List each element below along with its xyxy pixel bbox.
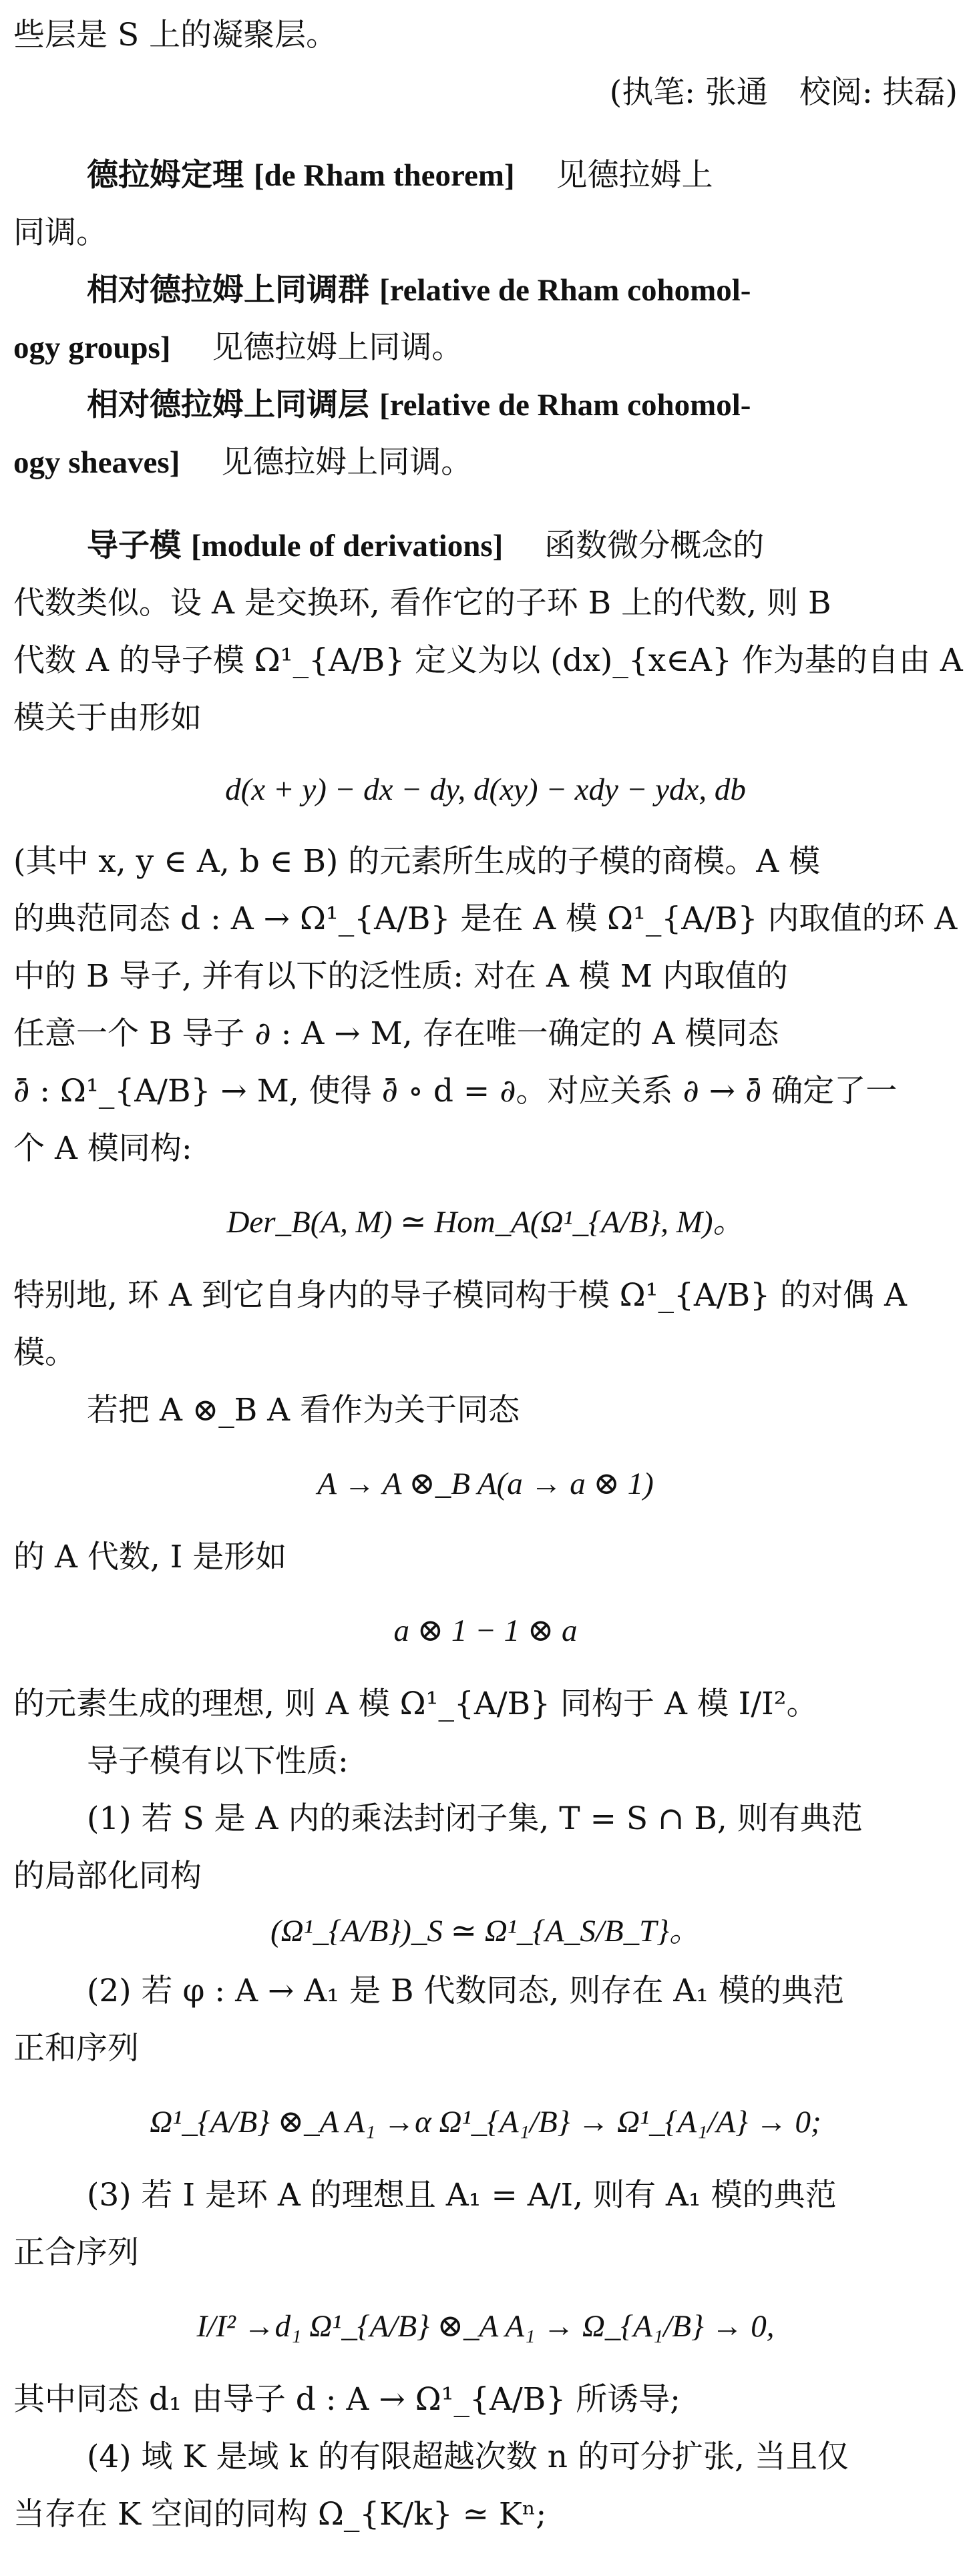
entry-text: 见德拉姆上 bbox=[524, 157, 713, 194]
text-line bbox=[13, 434, 958, 491]
text-line: 特别地, 环 A 到它自身内的导子模同构于模 Ω¹_{A/B} 的对偶 A bbox=[13, 1277, 907, 1314]
text-line: (4) 域 K 是域 k 的有限超越次数 n 的可分扩张, 当且仅 bbox=[87, 2438, 849, 2475]
text-line: (1) 若 S 是 A 内的乘法封闭子集, T = S ∩ B, 则有典范 bbox=[87, 1800, 863, 1837]
text-line: 模关于由形如 bbox=[13, 700, 202, 736]
text-line: 中的 B 导子, 并有以下的泛性质: 对在 A 模 M 内取值的 bbox=[13, 958, 788, 995]
entry-title: 德拉姆定理 bbox=[87, 157, 244, 194]
entry-relative-cohomology-sheaves bbox=[13, 376, 971, 434]
entry-text: 见德拉姆上同调。 bbox=[190, 444, 473, 481]
text-line: 模。 bbox=[13, 1334, 76, 1371]
entry-text: 见德拉姆上同调。 bbox=[180, 329, 463, 366]
formula: (Ω¹_{A/B})_S ≃ Ω¹_{A_S/B_T}。 bbox=[270, 1914, 701, 1949]
text-line: (2) 若 φ : A → A₁ 是 B 代数同态, 则存在 A₁ 模的典范 bbox=[87, 1973, 844, 2009]
author-credit: (执笔: 张通 校阅: 扶磊) bbox=[609, 74, 958, 111]
entry-english: [relative de Rham cohomol- bbox=[379, 273, 751, 308]
formula: A → A ⊗_B A(a → a ⊗ 1) bbox=[317, 1467, 654, 1501]
text-line: 的局部化同构 bbox=[13, 1858, 202, 1894]
text-line: 若把 A ⊗_B A 看作为关于同态 bbox=[87, 1392, 520, 1429]
text-line: 代数 A 的导子模 Ω¹_{A/B} 定义为以 (dx)_{x∈A} 作为基的自由 A bbox=[13, 642, 963, 679]
formula: d(x + y) − dx − dy, d(xy) − xdy − ydx, db bbox=[225, 772, 746, 807]
entry-relative-cohomology-groups bbox=[13, 262, 971, 319]
text-line: 正合序列 bbox=[13, 2234, 139, 2271]
text-line: 其中同态 d₁ 由导子 d : A → Ω¹_{A/B} 所诱导; bbox=[13, 2381, 681, 2418]
entry-english: [module of derivations] bbox=[190, 529, 504, 563]
text-line: 代数类似。设 A 是交换环, 看作它的子环 B 上的代数, 则 B bbox=[13, 585, 831, 621]
entry-english: [de Rham theorem] bbox=[253, 158, 515, 193]
text-line bbox=[13, 319, 958, 376]
entry-title: 相对德拉姆上同调层 bbox=[87, 387, 369, 423]
text-line: ∂̄ : Ω¹_{A/B} → M, 使得 ∂̄ ∘ d = ∂。对应关系 ∂ → ∂̄ 确定了一 bbox=[13, 1073, 898, 1109]
text-line: (3) 若 I 是环 A 的理想且 A₁ = A/I, 则有 A₁ 模的典范 bbox=[87, 2177, 837, 2214]
formula: a ⊗ 1 − 1 ⊗ a bbox=[393, 1613, 578, 1648]
entry-title: 导子模 bbox=[87, 527, 181, 564]
entry-module-of-derivations bbox=[13, 517, 971, 575]
text-line: 的元素生成的理想, 则 A 模 Ω¹_{A/B} 同构于 A 模 I/I²。 bbox=[13, 1686, 818, 1722]
entry-english: [relative de Rham cohomol- bbox=[379, 388, 751, 423]
entry-english: ogy groups] bbox=[13, 330, 171, 365]
text-line: 同调。 bbox=[13, 214, 108, 251]
text-line: (其中 x, y ∈ A, b ∈ B) 的元素所生成的子模的商模。A 模 bbox=[13, 843, 821, 880]
formula: I/I² →d₁ Ω¹_{A/B} ⊗_A A₁ → Ω_{A₁/B} → 0, bbox=[196, 2309, 775, 2344]
formula: Der_B(A, M) ≃ Hom_A(Ω¹_{A/B}, M)。 bbox=[226, 1205, 745, 1240]
entry-text: 函数微分概念的 bbox=[513, 527, 765, 564]
text-line: 的典范同态 d : A → Ω¹_{A/B} 是在 A 模 Ω¹_{A/B} 内取值的环 A bbox=[13, 900, 958, 937]
text-line: 当存在 K 空间的同构 Ω_{K/k} ≃ Kⁿ; bbox=[13, 2496, 547, 2533]
entry-de-rham-theorem bbox=[13, 147, 971, 204]
text-line: 任意一个 B 导子 ∂ : A → M, 存在唯一确定的 A 模同态 bbox=[13, 1015, 779, 1052]
entry-title: 相对德拉姆上同调群 bbox=[87, 272, 369, 308]
text-line: 正和序列 bbox=[13, 2030, 139, 2067]
entry-english: ogy sheaves] bbox=[13, 445, 180, 480]
text-line: 个 A 模同构: bbox=[13, 1130, 192, 1167]
text-line: 的 A 代数, I 是形如 bbox=[13, 1539, 287, 1575]
text-line: 些层是 S 上的凝聚层。 bbox=[13, 17, 338, 53]
formula: Ω¹_{A/B} ⊗_A A₁ →α Ω¹_{A₁/B} → Ω¹_{A₁/A} → 0; bbox=[150, 2105, 821, 2139]
text-line: 导子模有以下性质: bbox=[87, 1743, 349, 1780]
